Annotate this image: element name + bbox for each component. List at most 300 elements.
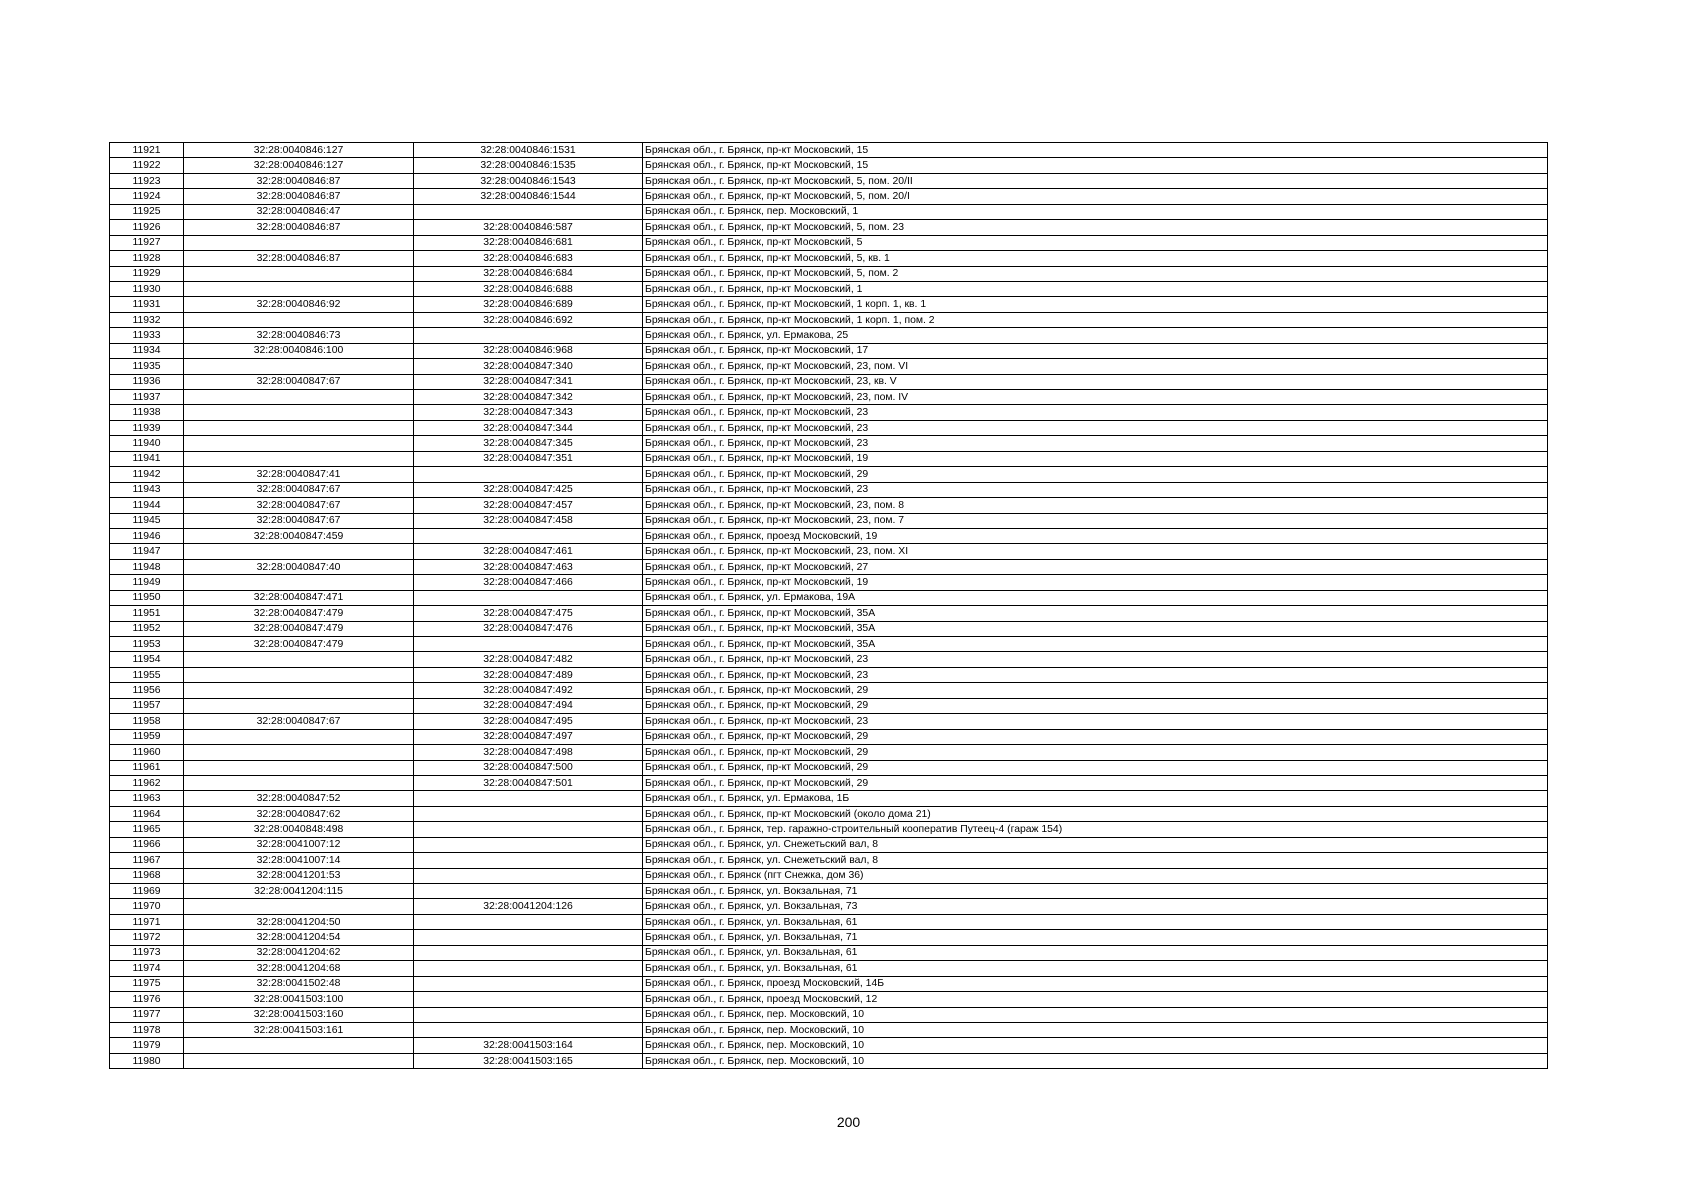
object-cadastral-number-cell <box>414 961 643 976</box>
row-number-cell: 11970 <box>110 899 184 914</box>
row-number-cell: 11934 <box>110 343 184 358</box>
parcel-cadastral-number-cell: 32:28:0041007:14 <box>184 853 414 868</box>
object-cadastral-number-cell: 32:28:0040846:683 <box>414 251 643 266</box>
address-cell: Брянская обл., г. Брянск (пгт Снежка, дом 36) <box>643 868 1548 883</box>
row-number-cell: 11976 <box>110 992 184 1007</box>
address-cell: Брянская обл., г. Брянск, проезд Московский, 12 <box>643 992 1548 1007</box>
object-cadastral-number-cell <box>414 930 643 945</box>
parcel-cadastral-number-cell: 32:28:0041204:54 <box>184 930 414 945</box>
object-cadastral-number-cell: 32:28:0040846:1543 <box>414 173 643 188</box>
parcel-cadastral-number-cell: 32:28:0040847:479 <box>184 606 414 621</box>
object-cadastral-number-cell <box>414 204 643 219</box>
table-row <box>110 390 1548 405</box>
object-cadastral-number-cell: 32:28:0040847:495 <box>414 714 643 729</box>
table-row <box>110 976 1548 991</box>
parcel-cadastral-number-cell: 32:28:0040847:67 <box>184 482 414 497</box>
row-number-cell: 11923 <box>110 173 184 188</box>
parcel-cadastral-number-cell: 32:28:0040846:127 <box>184 158 414 173</box>
table-row <box>110 266 1548 281</box>
parcel-cadastral-number-cell <box>184 390 414 405</box>
parcel-cadastral-number-cell: 32:28:0040847:67 <box>184 513 414 528</box>
parcel-cadastral-number-cell: 32:28:0040847:479 <box>184 637 414 652</box>
row-number-cell: 11945 <box>110 513 184 528</box>
object-cadastral-number-cell: 32:28:0040846:692 <box>414 312 643 327</box>
table-row <box>110 729 1548 744</box>
address-cell: Брянская обл., г. Брянск, пр-кт Московский, 15 <box>643 143 1548 158</box>
address-cell: Брянская обл., г. Брянск, пер. Московский, 10 <box>643 1053 1548 1068</box>
parcel-cadastral-number-cell: 32:28:0040846:73 <box>184 328 414 343</box>
table-row <box>110 451 1548 466</box>
row-number-cell: 11946 <box>110 528 184 543</box>
table-row <box>110 899 1548 914</box>
address-cell: Брянская обл., г. Брянск, ул. Ермакова, 19А <box>643 590 1548 605</box>
address-cell: Брянская обл., г. Брянск, пер. Московский, 10 <box>643 1022 1548 1037</box>
object-cadastral-number-cell <box>414 945 643 960</box>
row-number-cell: 11966 <box>110 837 184 852</box>
address-cell: Брянская обл., г. Брянск, ул. Ермакова, 1Б <box>643 791 1548 806</box>
row-number-cell: 11931 <box>110 297 184 312</box>
object-cadastral-number-cell: 32:28:0040846:1531 <box>414 143 643 158</box>
object-cadastral-number-cell: 32:28:0040847:351 <box>414 451 643 466</box>
object-cadastral-number-cell: 32:28:0040847:497 <box>414 729 643 744</box>
table-row <box>110 297 1548 312</box>
parcel-cadastral-number-cell <box>184 436 414 451</box>
parcel-cadastral-number-cell: 32:28:0040847:52 <box>184 791 414 806</box>
address-cell: Брянская обл., г. Брянск, пр-кт Московский, 19 <box>643 451 1548 466</box>
object-cadastral-number-cell: 32:28:0040847:476 <box>414 621 643 636</box>
object-cadastral-number-cell <box>414 1007 643 1022</box>
object-cadastral-number-cell: 32:28:0040847:498 <box>414 745 643 760</box>
address-cell: Брянская обл., г. Брянск, пр-кт Московский, 35А <box>643 621 1548 636</box>
table-row <box>110 621 1548 636</box>
address-cell: Брянская обл., г. Брянск, пр-кт Московский, 15 <box>643 158 1548 173</box>
object-cadastral-number-cell <box>414 467 643 482</box>
object-cadastral-number-cell: 32:28:0040847:343 <box>414 405 643 420</box>
row-number-cell: 11964 <box>110 806 184 821</box>
row-number-cell: 11937 <box>110 390 184 405</box>
parcel-cadastral-number-cell <box>184 698 414 713</box>
table-row <box>110 281 1548 296</box>
object-cadastral-number-cell: 32:28:0040847:482 <box>414 652 643 667</box>
table-row <box>110 698 1548 713</box>
object-cadastral-number-cell: 32:28:0040847:344 <box>414 420 643 435</box>
object-cadastral-number-cell: 32:28:0040846:587 <box>414 220 643 235</box>
object-cadastral-number-cell: 32:28:0040847:494 <box>414 698 643 713</box>
object-cadastral-number-cell <box>414 992 643 1007</box>
object-cadastral-number-cell: 32:28:0040847:489 <box>414 667 643 682</box>
address-cell: Брянская обл., г. Брянск, пр-кт Московский, 5, пом. 20/I <box>643 189 1548 204</box>
object-cadastral-number-cell: 32:28:0041204:126 <box>414 899 643 914</box>
object-cadastral-number-cell: 32:28:0040846:968 <box>414 343 643 358</box>
table-row <box>110 436 1548 451</box>
object-cadastral-number-cell <box>414 868 643 883</box>
object-cadastral-number-cell <box>414 837 643 852</box>
table-row <box>110 498 1548 513</box>
table-row <box>110 683 1548 698</box>
table-row <box>110 1038 1548 1053</box>
row-number-cell: 11942 <box>110 467 184 482</box>
object-cadastral-number-cell: 32:28:0040846:689 <box>414 297 643 312</box>
object-cadastral-number-cell: 32:28:0040847:500 <box>414 760 643 775</box>
table-row <box>110 1053 1548 1068</box>
address-cell: Брянская обл., г. Брянск, пр-кт Московский, 29 <box>643 775 1548 790</box>
object-cadastral-number-cell: 32:28:0040846:1544 <box>414 189 643 204</box>
address-cell: Брянская обл., г. Брянск, пр-кт Московский, 5, пом. 20/II <box>643 173 1548 188</box>
parcel-cadastral-number-cell: 32:28:0041503:161 <box>184 1022 414 1037</box>
address-cell: Брянская обл., г. Брянск, тер. гаражно-строительный кооператив Путеец-4 (гараж 154) <box>643 822 1548 837</box>
cadastral-table <box>109 142 1548 1069</box>
table-row <box>110 1007 1548 1022</box>
address-cell: Брянская обл., г. Брянск, пр-кт Московский, 23, кв. V <box>643 374 1548 389</box>
parcel-cadastral-number-cell <box>184 1038 414 1053</box>
table-row <box>110 961 1548 976</box>
row-number-cell: 11978 <box>110 1022 184 1037</box>
table-row <box>110 575 1548 590</box>
object-cadastral-number-cell <box>414 976 643 991</box>
table-row <box>110 760 1548 775</box>
row-number-cell: 11944 <box>110 498 184 513</box>
parcel-cadastral-number-cell: 32:28:0040846:87 <box>184 251 414 266</box>
address-cell: Брянская обл., г. Брянск, проезд Московский, 14Б <box>643 976 1548 991</box>
parcel-cadastral-number-cell: 32:28:0041007:12 <box>184 837 414 852</box>
table-row <box>110 328 1548 343</box>
parcel-cadastral-number-cell: 32:28:0040846:87 <box>184 189 414 204</box>
address-cell: Брянская обл., г. Брянск, пр-кт Московский, 35А <box>643 637 1548 652</box>
row-number-cell: 11971 <box>110 914 184 929</box>
address-cell: Брянская обл., г. Брянск, пр-кт Московский, 29 <box>643 760 1548 775</box>
row-number-cell: 11947 <box>110 544 184 559</box>
address-cell: Брянская обл., г. Брянск, пр-кт Московский, 23 <box>643 405 1548 420</box>
table-row <box>110 220 1548 235</box>
address-cell: Брянская обл., г. Брянск, ул. Вокзальная, 71 <box>643 884 1548 899</box>
address-cell: Брянская обл., г. Брянск, пер. Московский, 1 <box>643 204 1548 219</box>
address-cell: Брянская обл., г. Брянск, пр-кт Московский, 1 корп. 1, пом. 2 <box>643 312 1548 327</box>
table-row <box>110 405 1548 420</box>
table-row <box>110 945 1548 960</box>
row-number-cell: 11969 <box>110 884 184 899</box>
parcel-cadastral-number-cell <box>184 405 414 420</box>
row-number-cell: 11939 <box>110 420 184 435</box>
address-cell: Брянская обл., г. Брянск, пр-кт Московский, 23 <box>643 482 1548 497</box>
document-table-region <box>109 142 1547 1069</box>
parcel-cadastral-number-cell: 32:28:0041204:68 <box>184 961 414 976</box>
row-number-cell: 11943 <box>110 482 184 497</box>
object-cadastral-number-cell <box>414 590 643 605</box>
row-number-cell: 11960 <box>110 745 184 760</box>
row-number-cell: 11933 <box>110 328 184 343</box>
object-cadastral-number-cell: 32:28:0040847:466 <box>414 575 643 590</box>
parcel-cadastral-number-cell <box>184 420 414 435</box>
row-number-cell: 11980 <box>110 1053 184 1068</box>
row-number-cell: 11950 <box>110 590 184 605</box>
object-cadastral-number-cell <box>414 822 643 837</box>
parcel-cadastral-number-cell: 32:28:0041204:50 <box>184 914 414 929</box>
address-cell: Брянская обл., г. Брянск, пр-кт Московский, 29 <box>643 698 1548 713</box>
row-number-cell: 11936 <box>110 374 184 389</box>
row-number-cell: 11930 <box>110 281 184 296</box>
parcel-cadastral-number-cell: 32:28:0041502:48 <box>184 976 414 991</box>
table-row <box>110 374 1548 389</box>
address-cell: Брянская обл., г. Брянск, пр-кт Московский, 23, пом. 8 <box>643 498 1548 513</box>
parcel-cadastral-number-cell: 32:28:0040846:127 <box>184 143 414 158</box>
parcel-cadastral-number-cell: 32:28:0041204:115 <box>184 884 414 899</box>
row-number-cell: 11928 <box>110 251 184 266</box>
address-cell: Брянская обл., г. Брянск, пр-кт Московский, 17 <box>643 343 1548 358</box>
table-row <box>110 914 1548 929</box>
table-row <box>110 359 1548 374</box>
address-cell: Брянская обл., г. Брянск, пр-кт Московский (около дома 21) <box>643 806 1548 821</box>
object-cadastral-number-cell: 32:28:0040847:463 <box>414 559 643 574</box>
address-cell: Брянская обл., г. Брянск, пер. Московский, 10 <box>643 1007 1548 1022</box>
parcel-cadastral-number-cell: 32:28:0040846:87 <box>184 220 414 235</box>
table-row <box>110 637 1548 652</box>
object-cadastral-number-cell: 32:28:0040847:340 <box>414 359 643 374</box>
address-cell: Брянская обл., г. Брянск, пр-кт Московский, 23, пом. IV <box>643 390 1548 405</box>
object-cadastral-number-cell: 32:28:0040847:461 <box>414 544 643 559</box>
parcel-cadastral-number-cell <box>184 544 414 559</box>
address-cell: Брянская обл., г. Брянск, пр-кт Московский, 27 <box>643 559 1548 574</box>
address-cell: Брянская обл., г. Брянск, пр-кт Московский, 5 <box>643 235 1548 250</box>
row-number-cell: 11924 <box>110 189 184 204</box>
row-number-cell: 11941 <box>110 451 184 466</box>
parcel-cadastral-number-cell <box>184 1053 414 1068</box>
table-row <box>110 884 1548 899</box>
table-row <box>110 544 1548 559</box>
parcel-cadastral-number-cell: 32:28:0040847:67 <box>184 714 414 729</box>
table-row <box>110 204 1548 219</box>
table-row <box>110 420 1548 435</box>
row-number-cell: 11968 <box>110 868 184 883</box>
table-row <box>110 606 1548 621</box>
table-row <box>110 559 1548 574</box>
row-number-cell: 11963 <box>110 791 184 806</box>
address-cell: Брянская обл., г. Брянск, пр-кт Московский, 29 <box>643 745 1548 760</box>
parcel-cadastral-number-cell: 32:28:0041204:62 <box>184 945 414 960</box>
object-cadastral-number-cell: 32:28:0040847:341 <box>414 374 643 389</box>
row-number-cell: 11965 <box>110 822 184 837</box>
row-number-cell: 11953 <box>110 637 184 652</box>
table-row <box>110 837 1548 852</box>
parcel-cadastral-number-cell <box>184 235 414 250</box>
table-body <box>110 143 1548 1069</box>
parcel-cadastral-number-cell: 32:28:0041503:160 <box>184 1007 414 1022</box>
address-cell: Брянская обл., г. Брянск, пер. Московский, 10 <box>643 1038 1548 1053</box>
address-cell: Брянская обл., г. Брянск, пр-кт Московский, 23 <box>643 667 1548 682</box>
address-cell: Брянская обл., г. Брянск, пр-кт Московский, 1 корп. 1, кв. 1 <box>643 297 1548 312</box>
row-number-cell: 11973 <box>110 945 184 960</box>
table-row <box>110 528 1548 543</box>
row-number-cell: 11922 <box>110 158 184 173</box>
parcel-cadastral-number-cell: 32:28:0040848:498 <box>184 822 414 837</box>
table-row <box>110 143 1548 158</box>
object-cadastral-number-cell: 32:28:0040846:1535 <box>414 158 643 173</box>
address-cell: Брянская обл., г. Брянск, пр-кт Московский, 23 <box>643 714 1548 729</box>
object-cadastral-number-cell: 32:28:0040847:425 <box>414 482 643 497</box>
parcel-cadastral-number-cell: 32:28:0040847:459 <box>184 528 414 543</box>
object-cadastral-number-cell: 32:28:0040846:681 <box>414 235 643 250</box>
row-number-cell: 11938 <box>110 405 184 420</box>
address-cell: Брянская обл., г. Брянск, пр-кт Московский, 23, пом. VI <box>643 359 1548 374</box>
parcel-cadastral-number-cell <box>184 266 414 281</box>
parcel-cadastral-number-cell <box>184 359 414 374</box>
parcel-cadastral-number-cell: 32:28:0040847:479 <box>184 621 414 636</box>
row-number-cell: 11929 <box>110 266 184 281</box>
row-number-cell: 11974 <box>110 961 184 976</box>
parcel-cadastral-number-cell <box>184 760 414 775</box>
table-row <box>110 853 1548 868</box>
object-cadastral-number-cell: 32:28:0040847:501 <box>414 775 643 790</box>
row-number-cell: 11951 <box>110 606 184 621</box>
parcel-cadastral-number-cell: 32:28:0040846:87 <box>184 173 414 188</box>
parcel-cadastral-number-cell <box>184 729 414 744</box>
row-number-cell: 11975 <box>110 976 184 991</box>
address-cell: Брянская обл., г. Брянск, ул. Ермакова, 25 <box>643 328 1548 343</box>
object-cadastral-number-cell: 32:28:0041503:165 <box>414 1053 643 1068</box>
object-cadastral-number-cell <box>414 328 643 343</box>
parcel-cadastral-number-cell <box>184 281 414 296</box>
parcel-cadastral-number-cell <box>184 683 414 698</box>
row-number-cell: 11949 <box>110 575 184 590</box>
row-number-cell: 11940 <box>110 436 184 451</box>
object-cadastral-number-cell: 32:28:0040847:458 <box>414 513 643 528</box>
table-row <box>110 1022 1548 1037</box>
address-cell: Брянская обл., г. Брянск, ул. Вокзальная, 61 <box>643 945 1548 960</box>
address-cell: Брянская обл., г. Брянск, проезд Московский, 19 <box>643 528 1548 543</box>
parcel-cadastral-number-cell: 32:28:0040847:67 <box>184 374 414 389</box>
row-number-cell: 11977 <box>110 1007 184 1022</box>
address-cell: Брянская обл., г. Брянск, пр-кт Московский, 5, пом. 2 <box>643 266 1548 281</box>
address-cell: Брянская обл., г. Брянск, ул. Вокзальная, 71 <box>643 930 1548 945</box>
parcel-cadastral-number-cell <box>184 575 414 590</box>
object-cadastral-number-cell <box>414 528 643 543</box>
parcel-cadastral-number-cell: 32:28:0040847:62 <box>184 806 414 821</box>
parcel-cadastral-number-cell: 32:28:0041503:100 <box>184 992 414 1007</box>
table-row <box>110 714 1548 729</box>
address-cell: Брянская обл., г. Брянск, пр-кт Московский, 23 <box>643 420 1548 435</box>
page-number: 200 <box>836 1114 861 1130</box>
object-cadastral-number-cell <box>414 914 643 929</box>
object-cadastral-number-cell: 32:28:0040847:345 <box>414 436 643 451</box>
row-number-cell: 11926 <box>110 220 184 235</box>
table-row <box>110 822 1548 837</box>
address-cell: Брянская обл., г. Брянск, ул. Вокзальная, 61 <box>643 914 1548 929</box>
parcel-cadastral-number-cell: 32:28:0040847:41 <box>184 467 414 482</box>
address-cell: Брянская обл., г. Брянск, пр-кт Московский, 29 <box>643 467 1548 482</box>
parcel-cadastral-number-cell <box>184 312 414 327</box>
table-row <box>110 513 1548 528</box>
row-number-cell: 11927 <box>110 235 184 250</box>
parcel-cadastral-number-cell <box>184 899 414 914</box>
parcel-cadastral-number-cell: 32:28:0040846:100 <box>184 343 414 358</box>
parcel-cadastral-number-cell <box>184 652 414 667</box>
table-row <box>110 467 1548 482</box>
object-cadastral-number-cell <box>414 637 643 652</box>
table-row <box>110 930 1548 945</box>
address-cell: Брянская обл., г. Брянск, пр-кт Московский, 5, пом. 23 <box>643 220 1548 235</box>
object-cadastral-number-cell <box>414 806 643 821</box>
address-cell: Брянская обл., г. Брянск, ул. Снежетьский вал, 8 <box>643 837 1548 852</box>
table-row <box>110 806 1548 821</box>
row-number-cell: 11935 <box>110 359 184 374</box>
object-cadastral-number-cell: 32:28:0040847:475 <box>414 606 643 621</box>
parcel-cadastral-number-cell: 32:28:0040846:47 <box>184 204 414 219</box>
table-row <box>110 992 1548 1007</box>
address-cell: Брянская обл., г. Брянск, ул. Вокзальная, 73 <box>643 899 1548 914</box>
row-number-cell: 11952 <box>110 621 184 636</box>
table-row <box>110 251 1548 266</box>
row-number-cell: 11954 <box>110 652 184 667</box>
object-cadastral-number-cell: 32:28:0040846:684 <box>414 266 643 281</box>
object-cadastral-number-cell: 32:28:0041503:164 <box>414 1038 643 1053</box>
object-cadastral-number-cell: 32:28:0040846:688 <box>414 281 643 296</box>
address-cell: Брянская обл., г. Брянск, пр-кт Московский, 29 <box>643 683 1548 698</box>
row-number-cell: 11932 <box>110 312 184 327</box>
table-row <box>110 667 1548 682</box>
address-cell: Брянская обл., г. Брянск, пр-кт Московский, 19 <box>643 575 1548 590</box>
parcel-cadastral-number-cell <box>184 775 414 790</box>
row-number-cell: 11967 <box>110 853 184 868</box>
table-row <box>110 312 1548 327</box>
table-row <box>110 173 1548 188</box>
object-cadastral-number-cell <box>414 791 643 806</box>
parcel-cadastral-number-cell: 32:28:0040847:67 <box>184 498 414 513</box>
table-row <box>110 343 1548 358</box>
address-cell: Брянская обл., г. Брянск, пр-кт Московский, 1 <box>643 281 1548 296</box>
table-row <box>110 158 1548 173</box>
address-cell: Брянская обл., г. Брянск, пр-кт Московский, 5, кв. 1 <box>643 251 1548 266</box>
table-row <box>110 868 1548 883</box>
table-row <box>110 189 1548 204</box>
row-number-cell: 11959 <box>110 729 184 744</box>
row-number-cell: 11921 <box>110 143 184 158</box>
row-number-cell: 11925 <box>110 204 184 219</box>
address-cell: Брянская обл., г. Брянск, ул. Снежетьский вал, 8 <box>643 853 1548 868</box>
address-cell: Брянская обл., г. Брянск, пр-кт Московский, 23, пом. XI <box>643 544 1548 559</box>
object-cadastral-number-cell: 32:28:0040847:457 <box>414 498 643 513</box>
address-cell: Брянская обл., г. Брянск, пр-кт Московский, 23 <box>643 436 1548 451</box>
table-row <box>110 652 1548 667</box>
address-cell: Брянская обл., г. Брянск, ул. Вокзальная, 61 <box>643 961 1548 976</box>
row-number-cell: 11956 <box>110 683 184 698</box>
row-number-cell: 11961 <box>110 760 184 775</box>
table-row <box>110 745 1548 760</box>
row-number-cell: 11962 <box>110 775 184 790</box>
object-cadastral-number-cell <box>414 1022 643 1037</box>
object-cadastral-number-cell: 32:28:0040847:492 <box>414 683 643 698</box>
row-number-cell: 11948 <box>110 559 184 574</box>
parcel-cadastral-number-cell: 32:28:0040847:40 <box>184 559 414 574</box>
parcel-cadastral-number-cell <box>184 667 414 682</box>
object-cadastral-number-cell <box>414 884 643 899</box>
parcel-cadastral-number-cell <box>184 451 414 466</box>
object-cadastral-number-cell: 32:28:0040847:342 <box>414 390 643 405</box>
table-row <box>110 775 1548 790</box>
table-row <box>110 590 1548 605</box>
table-row <box>110 482 1548 497</box>
address-cell: Брянская обл., г. Брянск, пр-кт Московский, 35А <box>643 606 1548 621</box>
address-cell: Брянская обл., г. Брянск, пр-кт Московский, 29 <box>643 729 1548 744</box>
table-row <box>110 791 1548 806</box>
parcel-cadastral-number-cell: 32:28:0041201:53 <box>184 868 414 883</box>
row-number-cell: 11955 <box>110 667 184 682</box>
parcel-cadastral-number-cell: 32:28:0040846:92 <box>184 297 414 312</box>
address-cell: Брянская обл., г. Брянск, пр-кт Московский, 23 <box>643 652 1548 667</box>
row-number-cell: 11957 <box>110 698 184 713</box>
table-row <box>110 235 1548 250</box>
row-number-cell: 11972 <box>110 930 184 945</box>
parcel-cadastral-number-cell <box>184 745 414 760</box>
row-number-cell: 11958 <box>110 714 184 729</box>
